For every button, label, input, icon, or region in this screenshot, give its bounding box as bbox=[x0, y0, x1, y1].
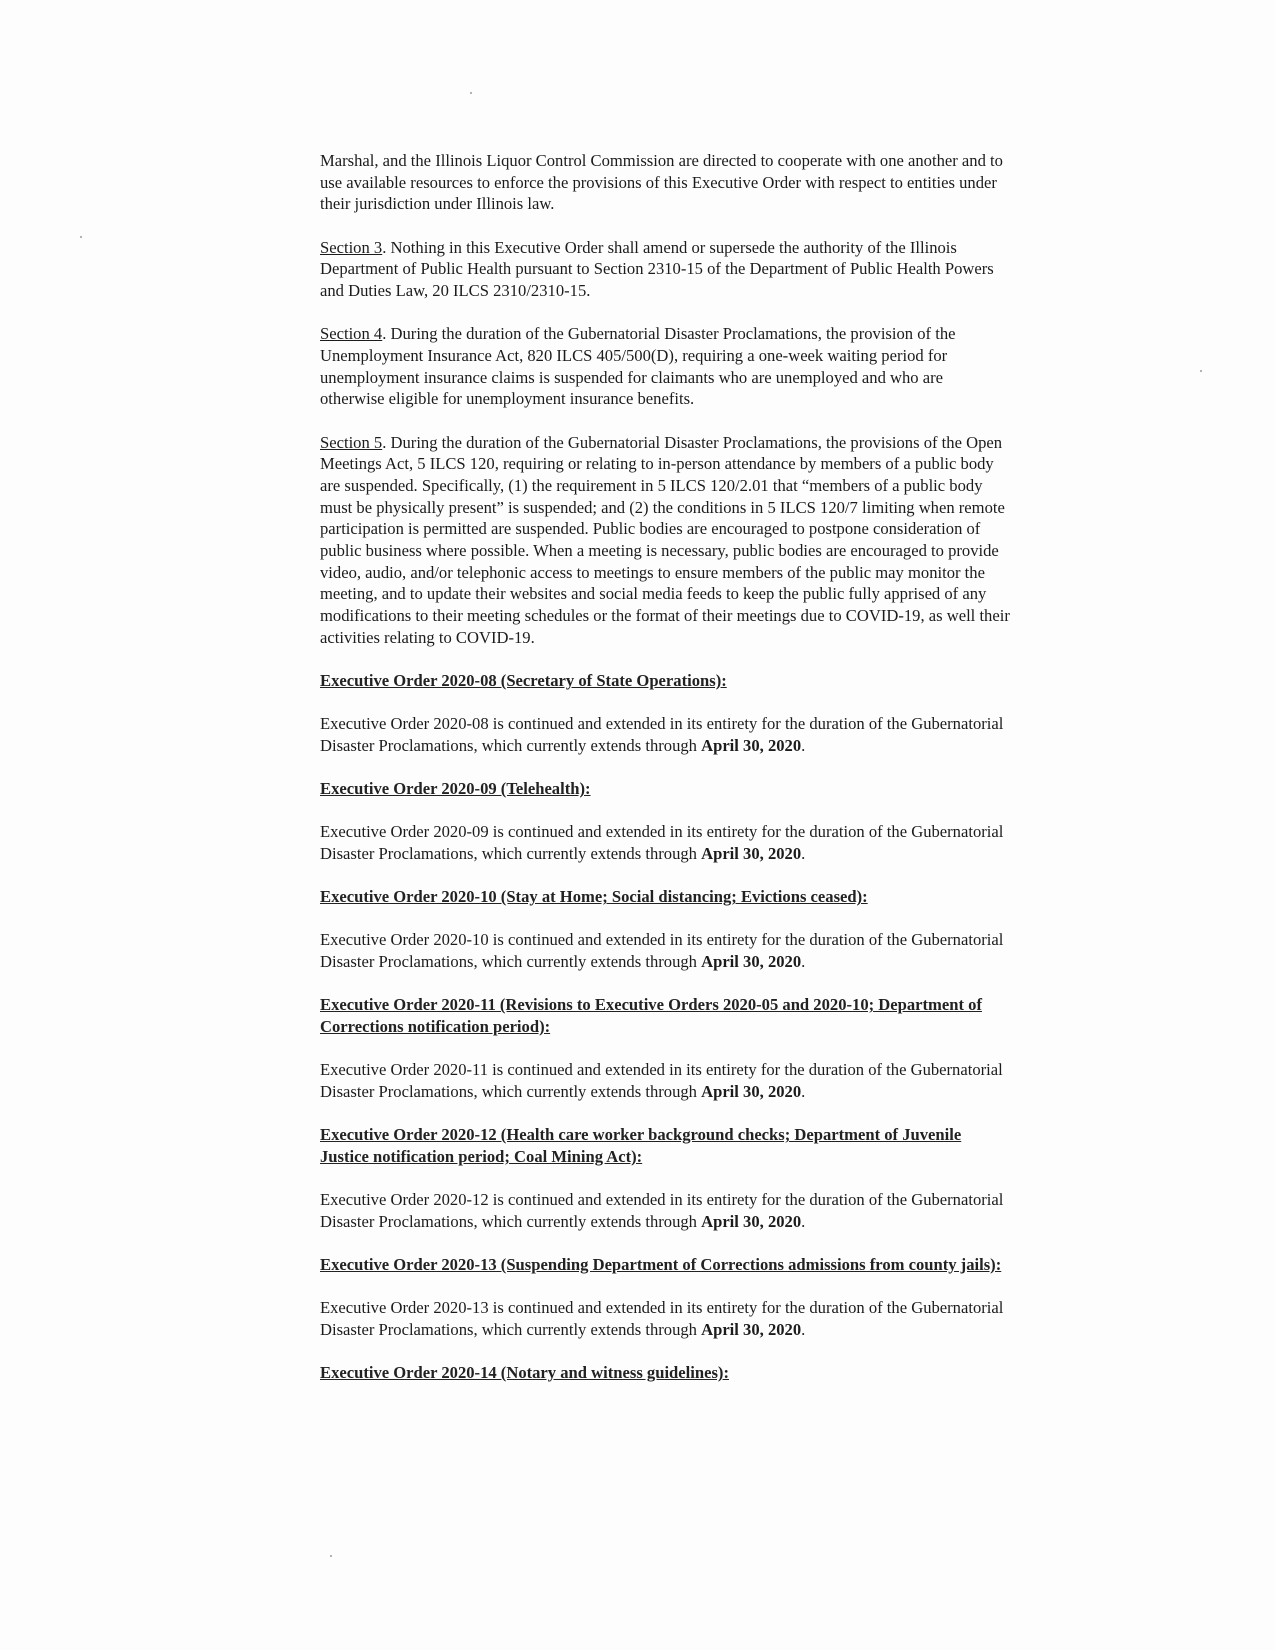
section-5-paragraph bbox=[320, 432, 1010, 649]
order-2020-09-heading: Executive Order 2020-09 (Telehealth): bbox=[320, 779, 591, 799]
order-2020-12-body bbox=[320, 1189, 1010, 1232]
order-2020-09-body bbox=[320, 821, 1010, 864]
order-period: . bbox=[801, 952, 806, 972]
order-2020-14-heading: Executive Order 2020-14 (Notary and witness guidelines): bbox=[320, 1363, 729, 1383]
order-body-text: Executive Order 2020-09 is continued and extended in its entirety for the duration of the Gubernatorial Disaster Proclamations, which currently extends through bbox=[320, 822, 1004, 864]
order-2020-10-heading: Executive Order 2020-10 (Stay at Home; Social distancing; Evictions ceased): bbox=[320, 887, 868, 907]
section-5-text: . During the duration of the Gubernatorial Disaster Proclamations, the provisions of the Open Meetings Act, 5 ILCS 120, requiring or relating to in-person attendance by members of a public body are suspended. Specifically, (1) the requirement in 5 ILCS 120/2.01 that “members of a public body must be physically present” is suspended; and (2) the conditions in 5 ILCS 120/7 limiting when remote participation is permitted are suspended. Public bodies are encouraged to postpone consideration of public business where possible. When a meeting is necessary, public bodies are encouraged to provide video, audio, and/or telephonic access to meetings to ensure members of the public may monitor the meeting, and to update their websites and social media feeds to keep the public fully apprised of any modifications to their meeting schedules or the format of their meetings due to COVID-19, as well their activities relating to COVID-19. bbox=[320, 432, 1010, 647]
section-4-text: . During the duration of the Gubernatorial Disaster Proclamations, the provision of the Unemployment Insurance Act, 820 ILCS 405/500(D), requiring a one-week waiting period for unemployment insurance claims is suspended for claimants who are unemployed and who are otherwise eligible for unemployment insurance benefits. bbox=[320, 324, 956, 409]
section-3-label: Section 3 bbox=[320, 237, 383, 257]
order-body-text: Executive Order 2020-10 is continued and extended in its entirety for the duration of the Gubernatorial Disaster Proclamations, which currently extends through bbox=[320, 930, 1004, 972]
order-end-date: April 30, 2020 bbox=[701, 952, 802, 972]
order-body-text: Executive Order 2020-08 is continued and extended in its entirety for the duration of the Gubernatorial Disaster Proclamations, which currently extends through bbox=[320, 714, 1004, 755]
section-3-text: . Nothing in this Executive Order shall amend or supersede the authority of the Illinois Department of Public Health pursuant to Section 2310-15 of the Department of Public Health Powers and Duties Law, 20 ILCS 2310/2310-15. bbox=[320, 237, 994, 301]
order-end-date: April 30, 2020 bbox=[701, 844, 802, 864]
order-body-text: Executive Order 2020-13 is continued and extended in its entirety for the duration of the Gubernatorial Disaster Proclamations, which currently extends through bbox=[320, 1298, 1004, 1339]
order-period: . bbox=[801, 1211, 806, 1231]
order-end-date: April 30, 2020 bbox=[701, 1082, 802, 1101]
order-2020-13-body bbox=[320, 1297, 1010, 1340]
order-period: . bbox=[801, 735, 806, 755]
scan-speck bbox=[1200, 370, 1202, 372]
order-body-text: Executive Order 2020-12 is continued and extended in its entirety for the duration of the Gubernatorial Disaster Proclamations, which currently extends through bbox=[320, 1190, 1004, 1231]
section-4-label: Section 4 bbox=[320, 324, 383, 344]
section-5-label: Section 5 bbox=[320, 432, 383, 452]
section-3-paragraph bbox=[320, 237, 1010, 302]
scan-speck bbox=[80, 236, 82, 238]
order-end-date: April 30, 2020 bbox=[701, 1319, 802, 1339]
order-2020-11-heading: Executive Order 2020-11 (Revisions to Executive Orders 2020-05 and 2020-10; Department of Corrections notification period): bbox=[320, 995, 982, 1037]
order-body-text: Executive Order 2020-11 is continued and extended in its entirety for the duration of the Gubernatorial Disaster Proclamations, which currently extends through bbox=[320, 1060, 1003, 1101]
order-2020-12-heading: Executive Order 2020-12 (Health care worker background checks; Department of Juvenile Justice notification period; Coal Mining Act): bbox=[320, 1125, 962, 1166]
opening-paragraph: Marshal, and the Illinois Liquor Control Commission are directed to cooperate with one another and to use available resources to enforce the provisions of this Executive Order with respect to entities under their jurisdiction under Illinois law. bbox=[320, 151, 1003, 214]
order-2020-08-body bbox=[320, 713, 1010, 756]
section-4-paragraph bbox=[320, 323, 1010, 410]
order-end-date: April 30, 2020 bbox=[701, 735, 802, 755]
scan-speck bbox=[330, 1555, 332, 1557]
order-2020-13-heading: Executive Order 2020-13 (Suspending Department of Corrections admissions from county jails): bbox=[320, 1255, 1002, 1275]
order-2020-10-body bbox=[320, 929, 1010, 972]
order-period: . bbox=[801, 1319, 806, 1339]
document-body bbox=[320, 150, 1010, 1405]
order-end-date: April 30, 2020 bbox=[701, 1211, 802, 1231]
order-2020-11-body bbox=[320, 1059, 1010, 1102]
scan-speck bbox=[470, 92, 472, 94]
order-2020-08-heading: Executive Order 2020-08 (Secretary of State Operations): bbox=[320, 671, 727, 691]
order-period: . bbox=[801, 1082, 806, 1101]
order-period: . bbox=[801, 844, 806, 864]
